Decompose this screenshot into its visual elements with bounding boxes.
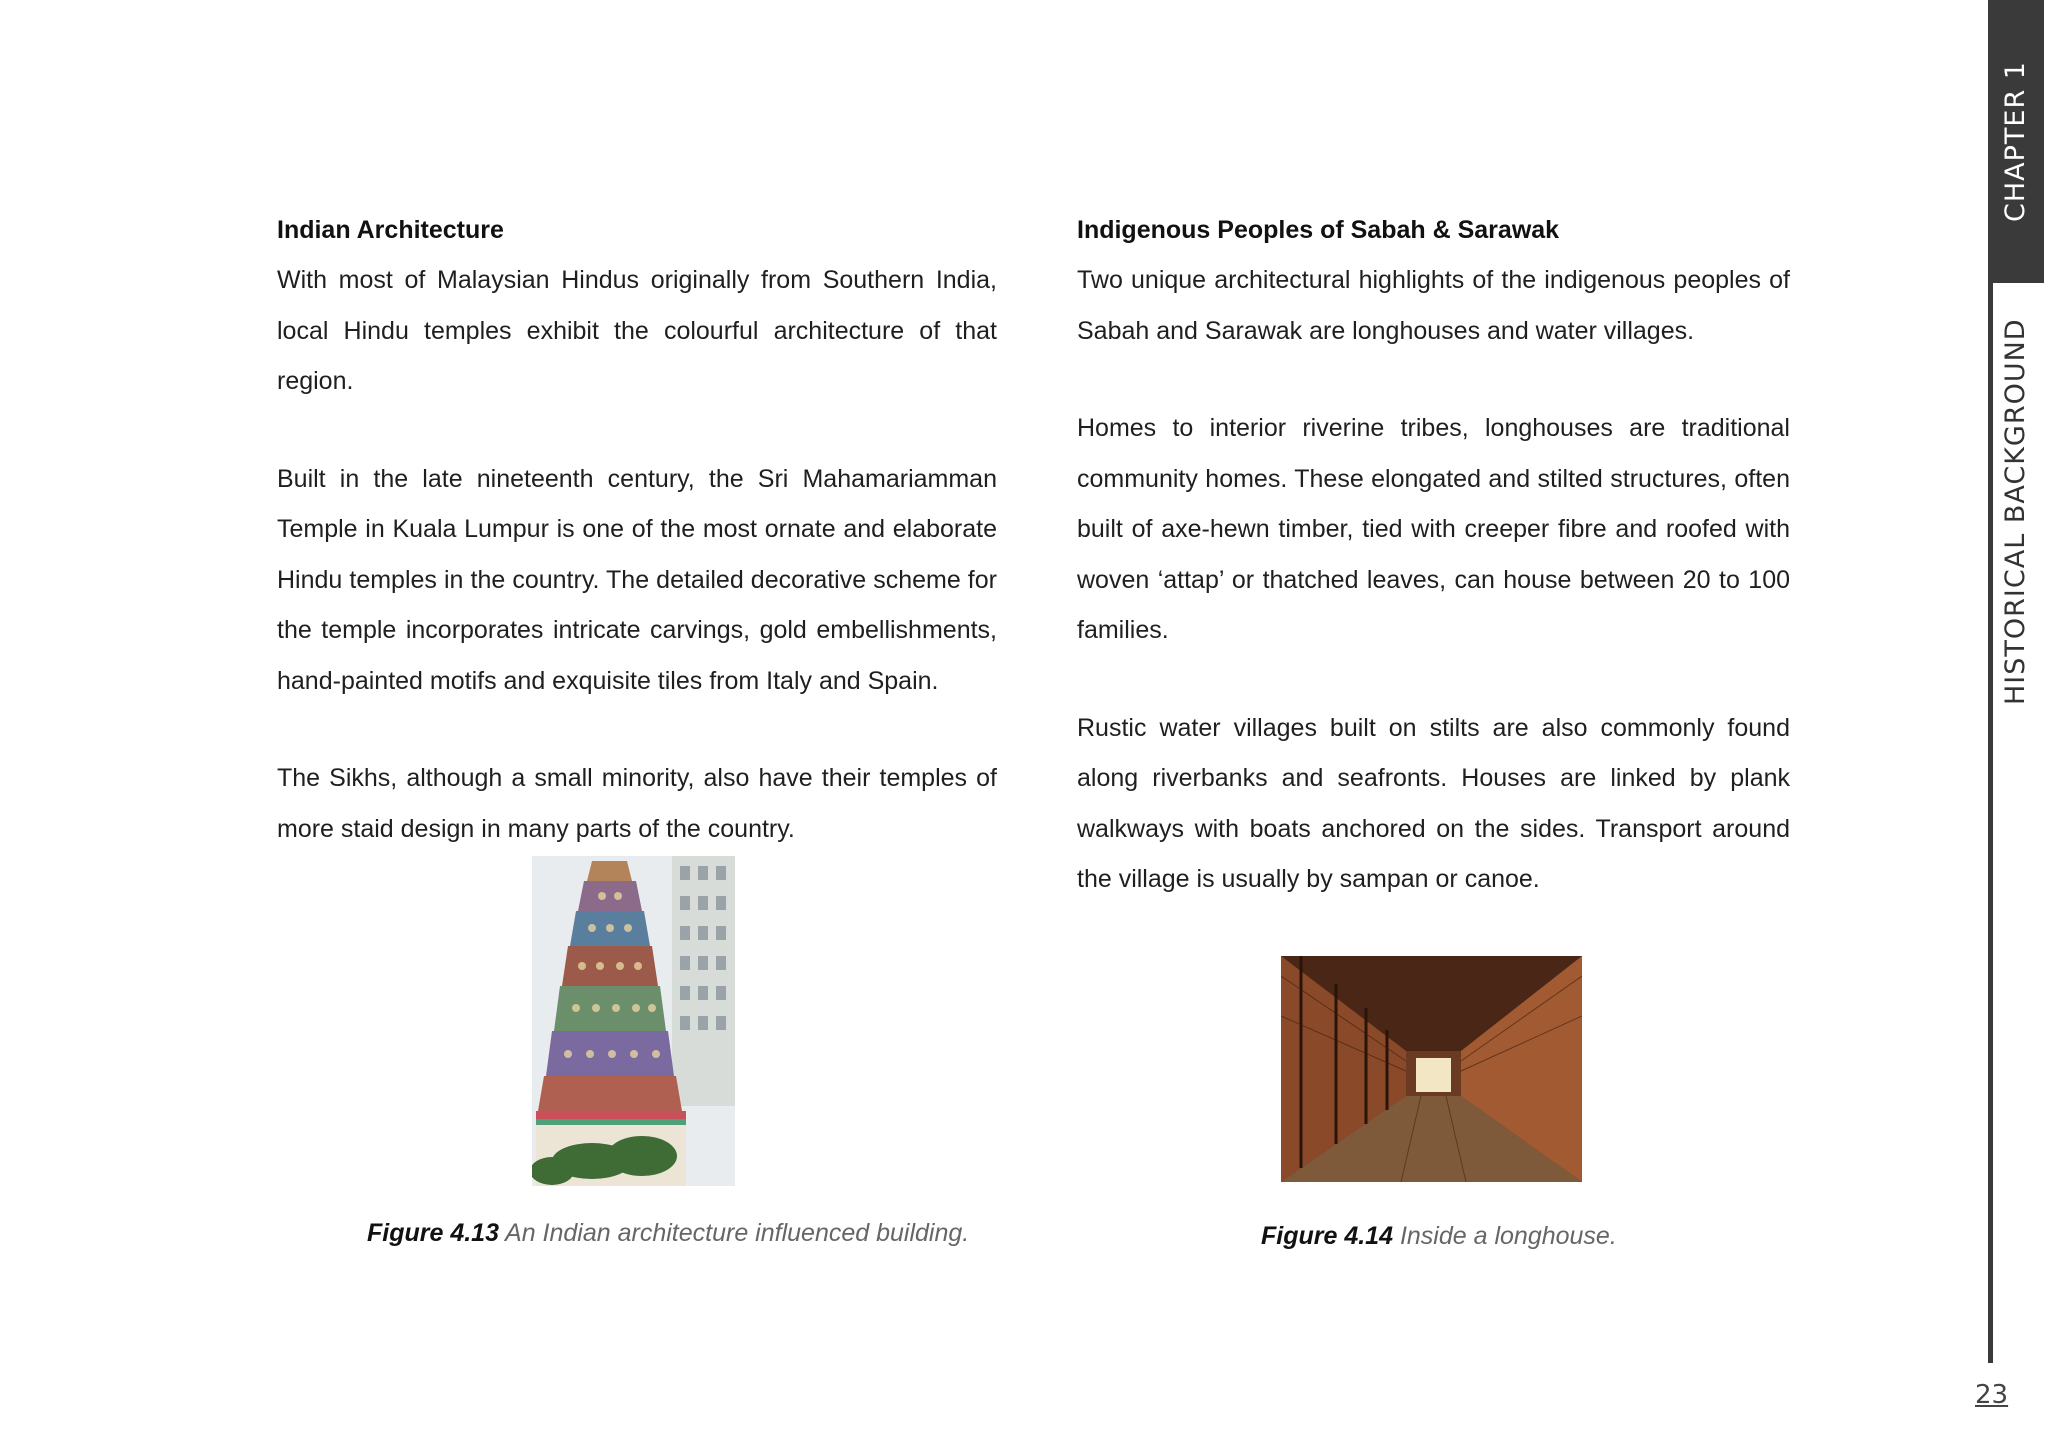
paragraph: Homes to interior riverine tribes, longhouses are traditional community homes. These elongated and stilted structures, often built of axe-hewn timber, tied with creeper fibre and roofed with woven ‘attap’ or thatched leaves, can house between 20 to 100 families. xyxy=(1077,414,1790,644)
longhouse-illustration xyxy=(1281,956,1582,1182)
figure-caption-4-13 xyxy=(367,1219,969,1248)
section-label: HISTORICAL BACKGROUND xyxy=(2000,318,2031,705)
figure-caption-4-14 xyxy=(1261,1222,1617,1251)
temple-illustration xyxy=(532,856,735,1186)
paragraph: Two unique architectural highlights of the indigenous peoples of Sabah and Sarawak are longhouses and water villages. xyxy=(1077,266,1790,345)
paragraph: Built in the late nineteenth century, the Sri Mahamariamman Temple in Kuala Lumpur is one of the most ornate and elaborate Hindu temples in the country. The detailed decorative scheme for the temple incorporates intricate carvings, gold embellishments, hand-painted motifs and exquisite tiles from Italy and Spain. xyxy=(277,464,997,695)
longhouse-photo xyxy=(1281,956,1582,1182)
section-heading-indian-architecture: Indian Architecture xyxy=(277,216,504,244)
figure-number: Figure 4.14 xyxy=(1261,1222,1393,1250)
right-column xyxy=(1077,205,1790,952)
page-number: 23 xyxy=(1975,1380,2009,1410)
paragraph: The Sikhs, although a small minority, also have their temples of more staid design in many parts of the country. xyxy=(277,764,997,843)
paragraph: With most of Malaysian Hindus originally from Southern India, local Hindu temples exhibit the colourful architecture of that region. xyxy=(277,266,997,395)
temple-photo xyxy=(532,856,735,1186)
chapter-label: CHAPTER 1 xyxy=(2000,61,2031,222)
figure-number: Figure 4.13 xyxy=(367,1219,499,1247)
figure-caption-text: Inside a longhouse. xyxy=(1399,1222,1617,1250)
left-column xyxy=(277,205,997,901)
section-heading-indigenous-peoples: Indigenous Peoples of Sabah & Sarawak xyxy=(1077,216,1560,244)
figure-caption-text: An Indian architecture influenced building. xyxy=(505,1219,970,1247)
sidebar-rule xyxy=(1988,283,1993,1363)
paragraph: Rustic water villages built on stilts are also commonly found along riverbanks and seafronts. Houses are linked by plank walkways with boats anchored on the sides. Transport around the village is usually by sampan or canoe. xyxy=(1077,713,1790,893)
